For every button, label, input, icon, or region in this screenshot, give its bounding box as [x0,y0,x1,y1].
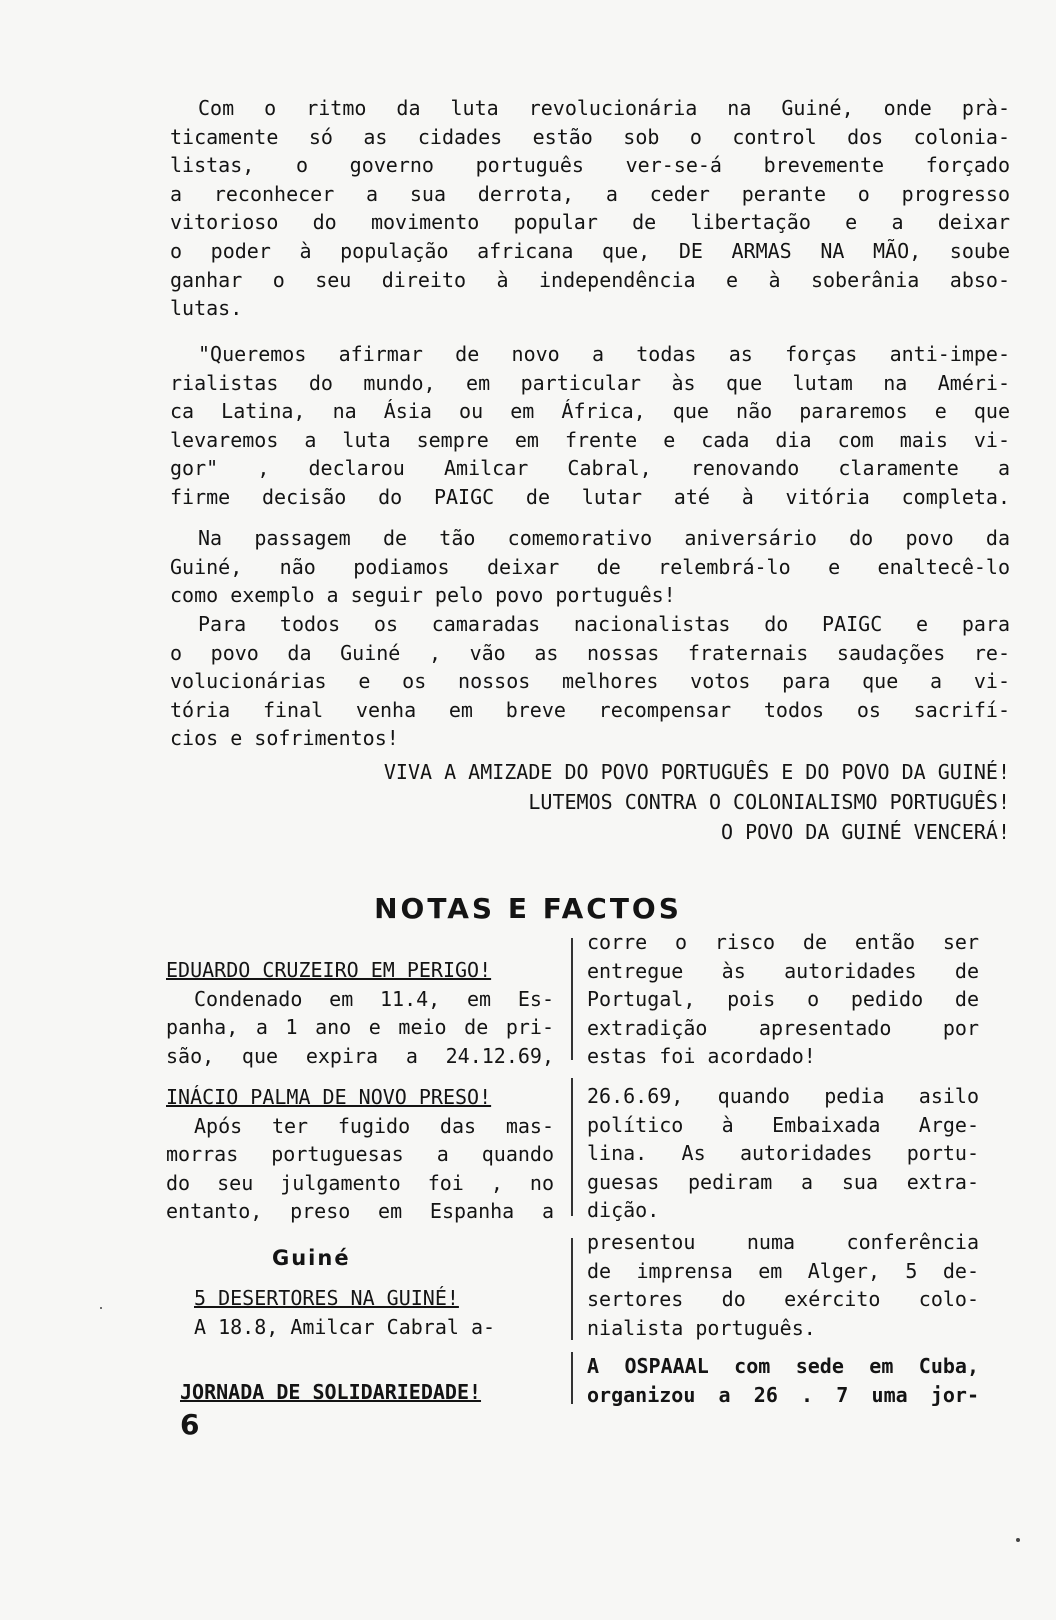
text-line: ganhar o seu direito à independência e à soberânia abso- [170,267,1010,292]
notes-left-column [166,956,554,1070]
note-line: do seu julgamento foi , no [166,1170,554,1195]
text-line: firme decisão do PAIGC de lutar até à vitória completa. [170,484,1010,509]
text-line: "Queremos afirmar de novo a todas as forças anti-impe- [198,342,1010,366]
notes-left-column [194,1284,554,1341]
note-line: panha, a 1 ano e meio de pri- [166,1015,554,1040]
text-line: gor" , declarou Amilcar Cabral, renovando claramente a [170,456,1010,481]
text-line: tória final venha em breve recompensar todos os sacrifí- [170,697,1010,722]
column-divider [571,1238,573,1340]
note-line: são, que expira a 24.12.69, [166,1043,554,1068]
note-line: sertores do exército colo- [587,1287,979,1312]
notes-right-column [587,1352,979,1409]
page-number: 6 [180,1408,200,1441]
text-line: levaremos a luta sempre em frente e cada dia com mais vi- [170,427,1010,452]
text-line: listas, o governo português ver-se-á brevemente forçado [170,153,1010,178]
note-line: estas foi acordado! [587,1044,816,1069]
text-line: Com o ritmo da luta revolucionária na Guiné, onde prà- [198,96,1010,120]
column-divider [571,1078,573,1216]
column-divider [571,938,573,1060]
text-line: Para todos os camaradas nacionalistas do PAIGC e para [198,612,1010,636]
slogan-line: LUTEMOS CONTRA O COLONIALISMO PORTUGUÊS! [528,790,1010,814]
note-title-jornada: JORNADA DE SOLIDARIEDADE! [180,1380,482,1404]
note-line: A 18.8, Amilcar Cabral a- [194,1314,496,1339]
scan-speck [1016,1538,1020,1542]
note-line: 26.6.69, quando pedia asilo [587,1084,979,1108]
note-line: presentou numa conferência [587,1230,979,1254]
text-line: como exemplo a seguir pelo povo português! [170,583,676,608]
notes-right-column [587,1228,979,1342]
note-line: extradição apresentado por [587,1015,979,1040]
column-divider [571,1352,573,1404]
note-line: entregue às autoridades de [587,958,979,983]
note-line: organizou a 26 . 7 uma jor- [587,1382,979,1407]
text-line: rialistas do mundo, em particular às que lutam na Améri- [170,370,1010,395]
text-line: o poder à população africana que, DE ARMAS NA MÃO, soube [170,238,1010,263]
notes-right-column [587,1082,979,1225]
text-line: a reconhecer a sua derrota, a ceder perante o progresso [170,181,1010,206]
notes-right-column [587,928,979,1071]
passage-paragraph [170,524,1010,610]
note-title-palma: INÁCIO PALMA DE NOVO PRESO! [166,1085,492,1109]
text-line: vitorioso do movimento popular de libertação e a deixar [170,210,1010,235]
notes-left-column [180,1378,560,1407]
note-line: guesas pediram a sua extra- [587,1169,979,1194]
note-line: de imprensa em Alger, 5 de- [587,1258,979,1283]
note-line: Após ter fugido das mas- [194,1113,554,1138]
slogan-line: O POVO DA GUINÉ VENCERÁ! [721,820,1010,844]
scan-speck [100,1307,102,1309]
note-line: Portugal, pois o pedido de [587,987,979,1012]
note-line: entanto, preso em Espanha a [166,1199,554,1224]
slogan-line: VIVA A AMIZADE DO POVO PORTUGUÊS E DO POVO DA GUINÉ! [383,760,1010,784]
text-line: ticamente só as cidades estão sob o control dos colonia- [170,124,1010,149]
greeting-paragraph [170,610,1010,753]
intro-paragraph [170,94,1010,323]
text-line: lutas. [170,296,243,321]
note-line: corre o risco de então ser [587,930,979,954]
note-line: lina. As autoridades portu- [587,1141,979,1166]
text-line: o povo da Guiné , vão as nossas fraternais saudações re- [170,640,1010,665]
section-heading-guine: Guiné [272,1246,351,1270]
note-line: político à Embaixada Arge- [587,1112,979,1137]
text-line: Guiné, não podiamos deixar de relembrá-lo e enaltecê-lo [170,554,1010,579]
note-line: morras portuguesas a quando [166,1142,554,1167]
notes-left-column [166,1083,554,1226]
note-line: nialista português. [587,1315,816,1340]
text-line: cios e sofrimentos! [170,726,399,751]
note-title-desertores: 5 DESERTORES NA GUINÉ! [194,1286,459,1310]
notes-heading: NOTAS E FACTOS [374,892,682,925]
note-title-cruzeiro: EDUARDO CRUZEIRO EM PERIGO! [166,958,492,982]
text-line: Na passagem de tão comemorativo aniversário do povo da [198,526,1010,550]
quote-paragraph [170,340,1010,512]
note-line: A OSPAAAL com sede em Cuba, [587,1354,979,1378]
note-line: dição. [587,1198,660,1223]
text-line: ca Latina, na Ásia ou em África, que não pararemos e que [170,399,1010,424]
note-line: Condenado em 11.4, em Es- [194,986,554,1011]
text-line: volucionárias e os nossos melhores votos para que a vi- [170,669,1010,694]
